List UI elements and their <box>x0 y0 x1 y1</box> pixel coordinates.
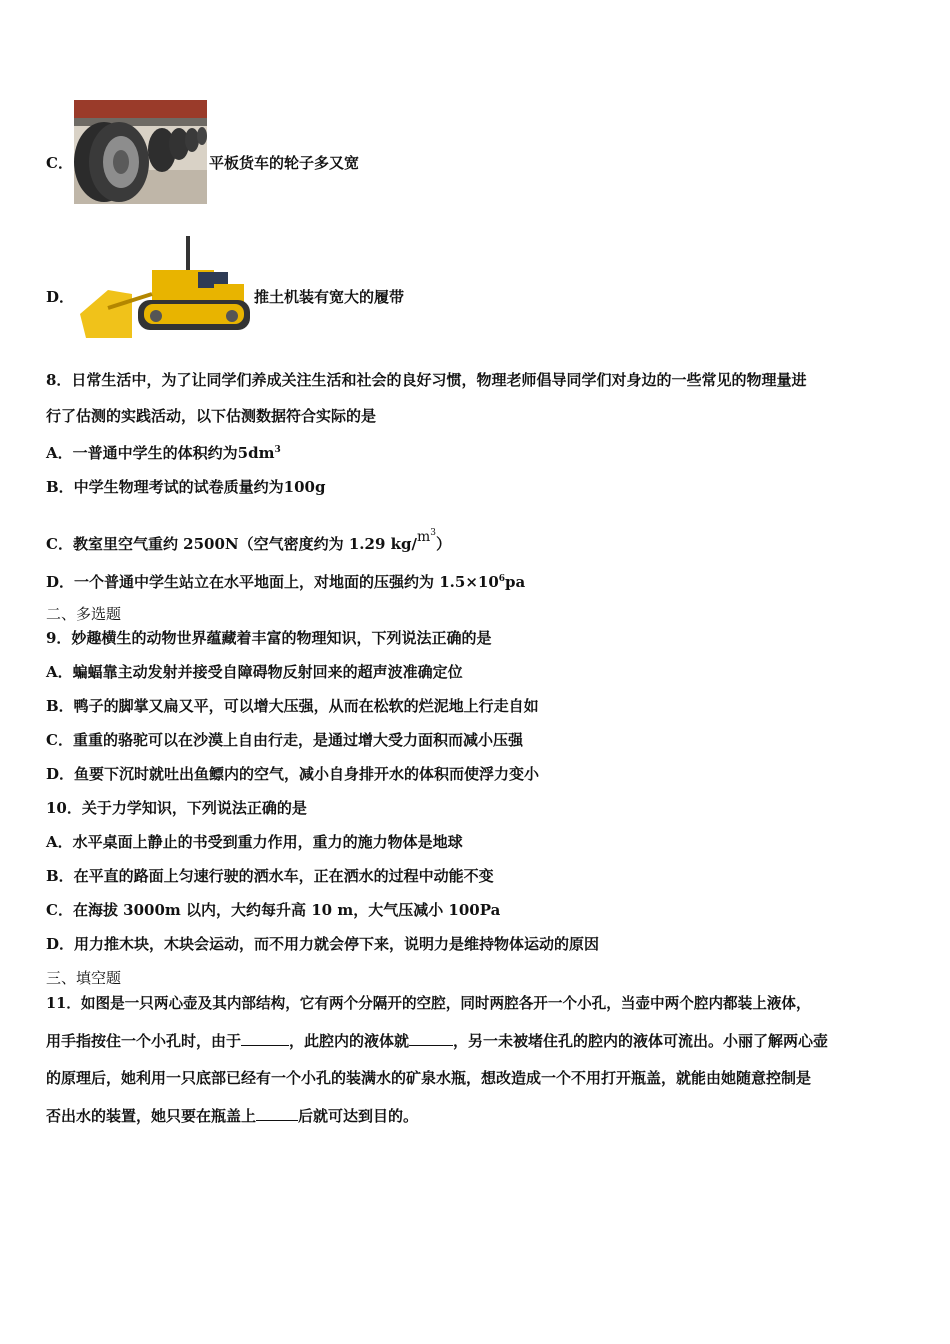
q8-option-a-text: A．一普通中学生的体积约为5dm <box>46 444 275 462</box>
q11-line1: 11．如图是一只两心壶及其内部结构，它有两个分隔开的空腔，同时两腔各开一个小孔，当壶中两个腔内都装上液体， <box>46 995 811 1012</box>
q8-stem-line1: 8．日常生活中，为了让同学们养成关注生活和社会的良好习惯，物理老师倡导同学们对身边的一些常见的物理量进 <box>46 371 807 389</box>
q10-option-a: A．水平桌面上静止的书受到重力作用，重力的施力物体是地球 <box>46 833 463 851</box>
q8-option-a-superscript: 3 <box>274 445 281 455</box>
q8-option-d <box>46 569 525 592</box>
section-multiple-choice-heading: 二、多选题 <box>46 605 122 623</box>
q9-stem: 9．妙趣横生的动物世界蕴藏着丰富的物理知识，下列说法正确的是 <box>46 629 492 647</box>
q9-option-a: A．蝙蝠靠主动发射并接受自障碍物反射回来的超声波准确定位 <box>46 663 463 681</box>
q8-option-c <box>46 523 451 554</box>
q11-line3: 的原理后，她利用一只底部已经有一个小孔的装满水的矿泉水瓶，想改造成一个不用打开瓶盖，就能由她随意控制是 <box>46 1069 812 1087</box>
q9-option-d: D．鱼要下沉时就吐出鱼鳔内的空气，减小自身排开水的体积而使浮力变小 <box>46 765 540 783</box>
q11-line4 <box>46 1106 418 1126</box>
q8-option-d-unit: pa <box>505 573 526 591</box>
q10-option-b: B．在平直的路面上匀速行驶的洒水车，正在洒水的过程中动能不变 <box>46 867 494 885</box>
option-c-caption: 平板货车的轮子多又宽 <box>209 154 360 172</box>
q11-blank-3[interactable] <box>256 1106 298 1121</box>
q8-option-d-superscript: 6 <box>498 574 506 584</box>
q9-option-b: B．鸭子的脚掌又扁又平，可以增大压强，从而在松软的烂泥地上行走自如 <box>46 697 539 715</box>
q11-line2-part1: 用手指按住一个小孔时，由于 <box>46 1032 242 1050</box>
option-d-letter: D． <box>46 288 75 306</box>
bulldozer-image <box>78 232 254 344</box>
option-d-caption: 推土机装有宽大的履带 <box>254 288 405 306</box>
q10-stem: 10．关于力学知识，下列说法正确的是 <box>46 799 307 817</box>
option-c-letter: C． <box>46 154 73 172</box>
q9-option-c: C．重重的骆驼可以在沙漠上自由行走，是通过增大受力面积而减小压强 <box>46 731 523 749</box>
q8-stem-line2: 行了估测的实践活动，以下估测数据符合实际的是 <box>46 407 377 425</box>
q11-line2 <box>46 1031 828 1051</box>
q8-option-d-text: D．一个普通中学生站立在水平地面上，对地面的压强约为 1.5×10 <box>46 573 499 591</box>
q11-blank-2[interactable] <box>409 1031 453 1046</box>
q8-option-c-text: C．教室里空气重约 2500N（空气密度约为 1.29 kg/ <box>46 535 417 553</box>
q11-line2-part2: ，此腔内的液体就 <box>289 1032 410 1050</box>
q8-option-a <box>46 440 281 463</box>
q8-option-c-unit-superscript: 3 <box>430 528 436 538</box>
q11-blank-1[interactable] <box>241 1031 289 1046</box>
q10-option-c: C．在海拔 3000m 以内，大约每升高 10 m，大气压减小 100Pa <box>46 901 501 919</box>
q11-line4-part2: 后就可达到目的。 <box>298 1107 419 1125</box>
q11-line2-part3: ，另一未被堵住孔的腔内的液体可流出。小丽了解两心壶 <box>453 1032 829 1050</box>
section-fill-in-heading: 三、填空题 <box>46 969 122 987</box>
q8-option-c-unit-m: m <box>416 529 431 545</box>
q10-option-d: D．用力推木块，木块会运动，而不用力就会停下来，说明力是维持物体运动的原因 <box>46 935 600 953</box>
q8-option-c-close: ） <box>435 535 451 553</box>
q11-line4-part1: 否出水的装置，她只要在瓶盖上 <box>46 1107 257 1125</box>
q8-option-c-unit <box>417 529 436 545</box>
q8-option-b: B．中学生物理考试的试卷质量约为100g <box>46 478 326 496</box>
truck-wheels-image <box>74 100 207 204</box>
